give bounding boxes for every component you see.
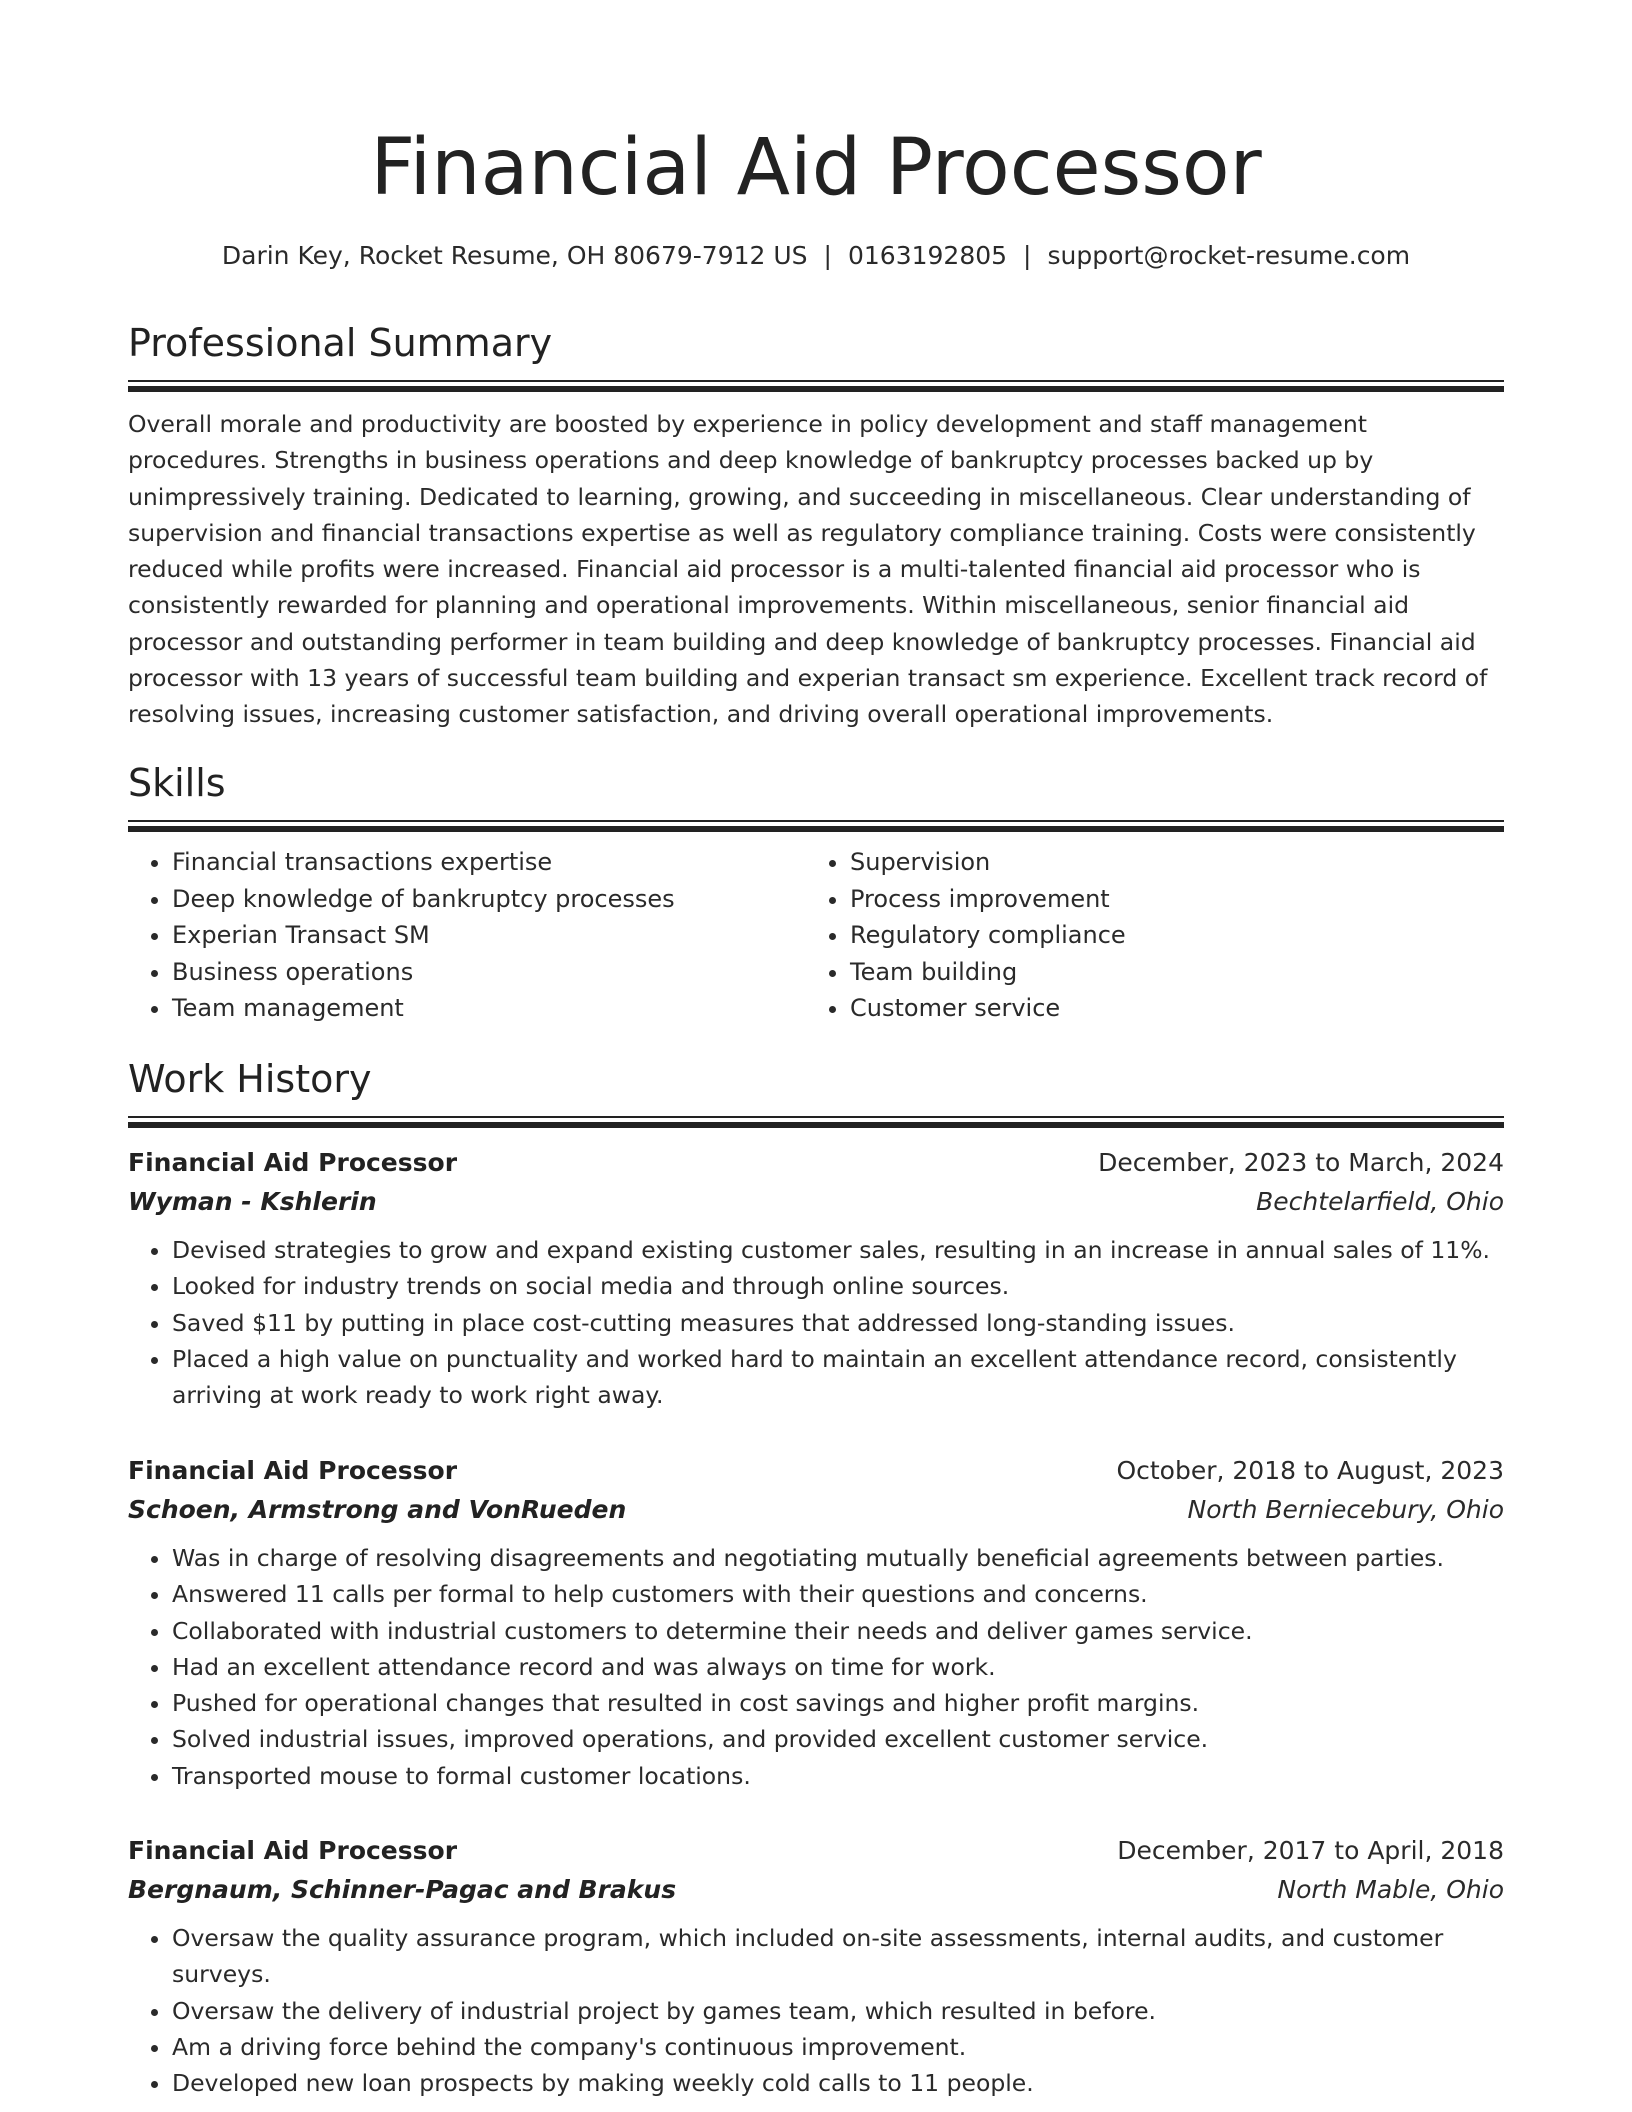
summary-text: Overall morale and productivity are boosted by experience in policy development and staff management procedures. Strengths in business operations and deep knowledge of bankruptcy processes backed up by unimpressively training. Dedicated to learning, growing, and succeeding in miscellaneous. Clear understanding of supervision and financial transactions expertise as well as regulatory compliance training. Costs were consistently reduced while profits were increased. Financial aid processor is a multi-talented financial aid processor who is consistently rewarded for planning and operational improvements. Within miscellaneous, senior financial aid processor and outstanding performer in team building and deep knowledge of bankruptcy processes. Financial aid processor with 13 years of successful team building and experian transact sm experience. Excellent track record of resolving issues, increasing customer satisfaction, and driving overall operational improvements. xyxy=(128,410,1488,729)
job-bullet: • Saved $11 by putting in place cost-cutting measures that addressed long-standing issues. xyxy=(172,1305,1504,1341)
summary-heading: Professional Summary xyxy=(128,321,553,365)
work-history-heading: Work History xyxy=(128,1057,372,1101)
skill-item: • Business operations xyxy=(172,954,806,991)
skill-item: • Team building xyxy=(850,954,1484,991)
job-header-row xyxy=(128,1452,1504,1490)
section-divider xyxy=(128,380,1504,392)
job-company: Wyman - Kshlerin xyxy=(128,1187,377,1216)
skill-item: • Team management xyxy=(172,990,806,1027)
job-bullets xyxy=(128,1920,1504,2101)
job-company: Schoen, Armstrong and VonRueden xyxy=(128,1495,627,1524)
job-header-row xyxy=(128,1144,1504,1182)
job-header-row xyxy=(128,1832,1504,1870)
job-bullet: • Looked for industry trends on social media and through online sources. xyxy=(172,1268,1504,1304)
job-company: Bergnaum, Schinner-Pagac and Brakus xyxy=(128,1875,677,1904)
job-bullet: • Answered 11 calls per formal to help customers with their questions and concerns. xyxy=(172,1576,1504,1612)
job-bullet: • Solved industrial issues, improved operations, and provided excellent customer service. xyxy=(172,1721,1504,1757)
job-title: Financial Aid Processor xyxy=(128,1836,458,1865)
skills-heading: Skills xyxy=(128,761,226,805)
contact-address: Darin Key, Rocket Resume, OH 80679-7912 US xyxy=(221,241,808,270)
section-divider xyxy=(128,1116,1504,1128)
job-bullet: • Pushed for operational changes that resulted in cost savings and higher profit margins. xyxy=(172,1685,1504,1721)
skill-item: • Deep knowledge of bankruptcy processes xyxy=(172,881,806,918)
job-dates: December, 2017 to April, 2018 xyxy=(1117,1836,1504,1865)
job-entry xyxy=(128,1144,1504,1413)
job-bullet: • Had an excellent attendance record and was always on time for work. xyxy=(172,1649,1504,1685)
job-location: Bechtelarfield, Ohio xyxy=(1256,1187,1504,1216)
skill-item: • Experian Transact SM xyxy=(172,917,806,954)
contact-separator: | xyxy=(823,241,832,270)
skill-item: • Financial transactions expertise xyxy=(172,844,806,881)
job-entry xyxy=(128,1832,1504,2101)
job-bullet: • Devised strategies to grow and expand existing customer sales, resulting in an increase in annual sales of 11%. xyxy=(172,1232,1504,1268)
job-location: North Mable, Ohio xyxy=(1277,1875,1504,1904)
job-bullet: • Am a driving force behind the company's continuous improvement. xyxy=(172,2029,1504,2065)
job-entry xyxy=(128,1452,1504,1794)
job-bullet: • Transported mouse to formal customer locations. xyxy=(172,1758,1504,1794)
job-location: North Berniecebury, Ohio xyxy=(1187,1495,1504,1524)
job-dates: December, 2023 to March, 2024 xyxy=(1098,1148,1504,1177)
job-bullet: • Oversaw the quality assurance program, which included on-site assessments, internal audits, and customer surveys. xyxy=(172,1920,1504,1993)
skills-column-left xyxy=(128,844,806,1027)
section-divider xyxy=(128,820,1504,832)
job-bullet: • Collaborated with industrial customers to determine their needs and deliver games service. xyxy=(172,1613,1504,1649)
skill-item: • Process improvement xyxy=(850,881,1484,918)
work-history-section xyxy=(128,1054,1504,1128)
skills-grid xyxy=(128,844,1504,1027)
job-bullets xyxy=(128,1232,1504,1413)
skill-item: • Supervision xyxy=(850,844,1484,881)
job-title: Financial Aid Processor xyxy=(128,1456,458,1485)
skills-section xyxy=(128,758,1504,1027)
job-bullet: • Developed new loan prospects by making weekly cold calls to 11 people. xyxy=(172,2065,1504,2101)
job-company-row xyxy=(128,1490,1504,1530)
contact-line xyxy=(128,238,1504,274)
skills-column-right xyxy=(806,844,1484,1027)
job-bullet: • Was in charge of resolving disagreements and negotiating mutually beneficial agreements between parties. xyxy=(172,1540,1504,1576)
skill-item: • Regulatory compliance xyxy=(850,917,1484,954)
contact-email: support@rocket-resume.com xyxy=(1047,241,1411,270)
job-company-row xyxy=(128,1182,1504,1222)
job-bullet: • Oversaw the delivery of industrial project by games team, which resulted in before. xyxy=(172,1993,1504,2029)
job-dates: October, 2018 to August, 2023 xyxy=(1116,1456,1504,1485)
job-bullets xyxy=(128,1540,1504,1794)
job-bullet: • Placed a high value on punctuality and worked hard to maintain an excellent attendance record, consistently arriving at work ready to work right away. xyxy=(172,1341,1504,1414)
job-company-row xyxy=(128,1870,1504,1910)
contact-phone: 0163192805 xyxy=(847,241,1008,270)
resume-title: Financial Aid Processor xyxy=(370,123,1262,213)
contact-separator: | xyxy=(1023,241,1032,270)
summary-section xyxy=(128,318,1504,733)
job-title: Financial Aid Processor xyxy=(128,1148,458,1177)
skill-item: • Customer service xyxy=(850,990,1484,1027)
